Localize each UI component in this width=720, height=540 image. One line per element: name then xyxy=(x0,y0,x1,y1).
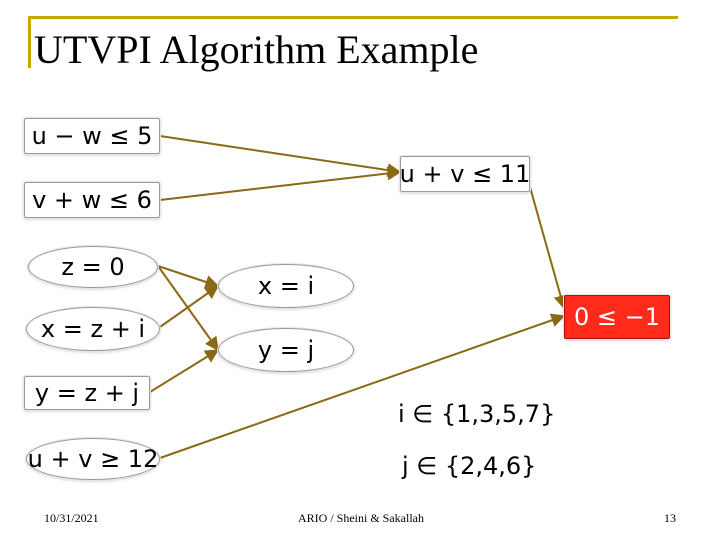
arrow-c1-to-d1 xyxy=(160,136,400,172)
arrow-c4-to-d2 xyxy=(160,286,218,327)
constraint-v-plus-w: v + w ≤ 6 xyxy=(24,182,160,218)
slide-title: UTVPI Algorithm Example xyxy=(34,27,479,72)
constraint-u-minus-w: u − w ≤ 5 xyxy=(24,118,160,154)
arrow-c5-to-d3 xyxy=(150,350,218,392)
constraint-z-equals-zero: z = 0 xyxy=(28,246,158,288)
footer-date: 10/31/2021 xyxy=(44,511,99,525)
footer-author: ARIO / Sheini & Sakallah xyxy=(298,511,424,525)
derived-u-plus-v-leq-11: u + v ≤ 11 xyxy=(400,156,530,192)
constraint-y-equals-z-plus-j: y = z + j xyxy=(24,376,150,410)
derived-y-equals-j: y = j xyxy=(218,328,354,372)
footer-page-number: 13 xyxy=(664,511,676,525)
domain-i: i ∈ {1,3,5,7} xyxy=(398,400,556,428)
arrow-c2-to-d1 xyxy=(160,172,400,200)
derived-x-equals-i: x = i xyxy=(218,264,354,308)
arrow-c3-to-d2 xyxy=(158,266,218,286)
constraint-u-plus-v-geq-12: u + v ≥ 12 xyxy=(26,438,160,480)
conflict-zero-leq-minus-one: 0 ≤ −1 xyxy=(564,295,670,339)
arrow-d1-to-conflict xyxy=(528,180,564,308)
constraint-x-equals-z-plus-i: x = z + i xyxy=(26,307,160,351)
arrow-c6-to-conflict xyxy=(160,316,564,458)
domain-j: j ∈ {2,4,6} xyxy=(402,452,537,480)
